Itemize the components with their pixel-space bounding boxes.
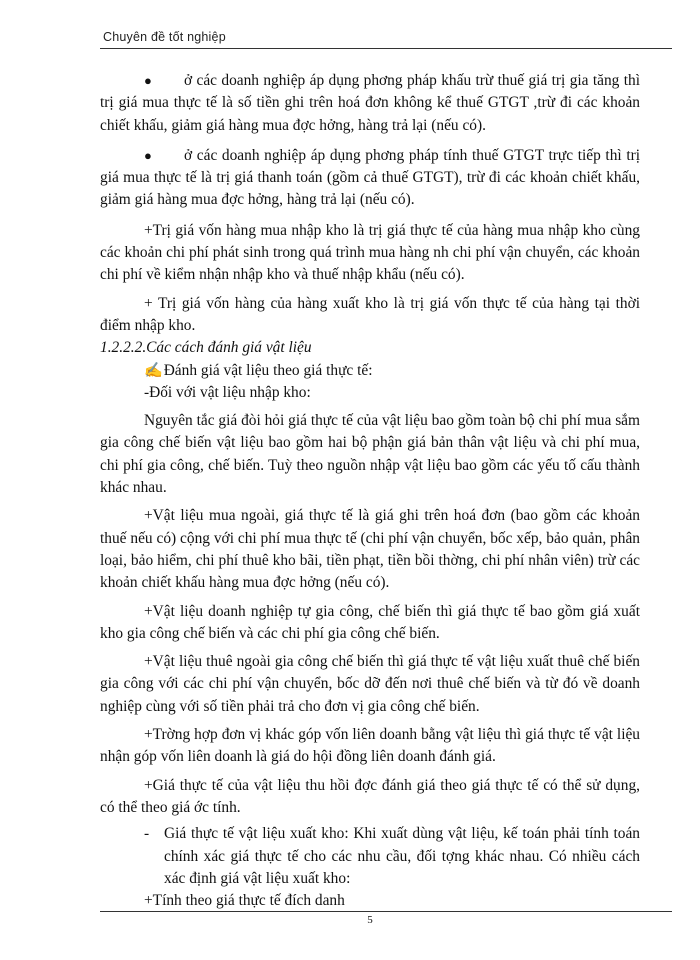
paragraph: Nguyên tắc giá đòi hỏi giá thực tế của vật liệu bao gồm toàn bộ chi phí mua sắm gia công chế biến vật liệu bao gồm hai bộ phận giá bản thân vật liệu và chi phí mua, chi phí gia công, chế biến. Tuỳ theo nguồn nhập vật liệu bao gồm các yếu tố cấu thành khác nhau.	[100, 412, 640, 497]
header-rule	[100, 48, 672, 49]
bullet-dot-icon: ●	[144, 147, 152, 163]
intro-line: -Đối với vật liệu nhập kho:	[144, 383, 311, 401]
paragraph: + Trị giá vốn hàng của hàng xuất kho là trị giá vốn thực tế của hàng tại thời điểm nhập kho.	[100, 294, 640, 334]
bullet-dot-icon: ●	[144, 73, 152, 88]
paragraph: +Vật liệu mua ngoài, giá thực tế là giá ghi trên hoá đơn (bao gồm các khoản thuế nếu có) cộng với chi phí mua thực tế (chi phí vận chuyển, bốc xếp, bảo quản, phân loại, bảo hiểm, chi phí thuê kho bãi, tiền phạt, tiền bồi thờng, chi phí nhân viên) trừ các khoản chiết khấu hàng mua đợc hởng (nếu có).	[100, 507, 640, 592]
paragraph: +Vật liệu doanh nghiệp tự gia công, chế biến thì giá thực tế bao gồm giá xuất kho gia công chế biến và các chi phí gia công chế biến.	[100, 602, 640, 642]
document-body	[100, 70, 640, 912]
footer-rule	[100, 911, 672, 912]
bullet-item: ● ở các doanh nghiệp áp dụng phơng pháp tính thuế GTGT trực tiếp thì trị giá mua thực tế là trị giá thanh toán (gồm cả thuế GTGT), trừ đi các khoản chiết khấu, giảm giá hàng mua đợc hởng, hàng trả lại (nếu có).	[100, 146, 640, 209]
paragraph: +Vật liệu thuê ngoài gia công chế biến thì giá thực tế vật liệu xuất thuê chế biến gia công với các chi phí vận chuyển, bốc dỡ đến nơi thuê chế biến và từ đó về doanh nghiệp cùng với số tiền phải trả cho đơn vị gia công chế biến.	[100, 653, 640, 715]
dash-marker: -	[144, 825, 150, 843]
paragraph: +Trờng hợp đơn vị khác góp vốn liên doanh bằng vật liệu thì giá thực tế vật liệu nhận góp vốn liên doanh là giá do hội đồng liên doanh đánh giá.	[100, 726, 640, 766]
subsection-title: ✍Đánh giá vật liệu theo giá thực tế:	[144, 361, 373, 379]
page-header: Chuyên đề tốt nghiệp	[103, 30, 226, 44]
last-line: +Tính theo giá thực tế đích danh	[144, 892, 345, 910]
writing-hand-icon: ✍	[144, 362, 163, 379]
bullet-item: ● ở các doanh nghiệp áp dụng phơng pháp khấu trừ thuế giá trị gia tăng thì trị giá mua thực tế là số tiền ghi trên hoá đơn không kể thuế GTGT ,trừ đi các khoản chiết khấu, giảm giá hàng mua đợc hởng, hàng trả lại (nếu có).	[100, 72, 640, 134]
paragraph: +Trị giá vốn hàng mua nhập kho là trị giá thực tế của hàng mua nhập kho cùng các khoản chi phí phát sinh trong quá trình mua hàng nh chi phí vận chuyển, các khoản chi phí về kiểm nhận nhập kho và thuế nhập khẩu (nếu có).	[100, 221, 640, 284]
dash-list-item: - Giá thực tế vật liệu xuất kho: Khi xuất dùng vật liệu, kế toán phải tính toán chính xác giá thực tế cho các nhu cầu, đối tợng khác nhau. Có nhiều cách xác định giá vật liệu xuất kho:	[144, 825, 640, 887]
section-heading: 1.2.2.2.Các cách đánh giá vật liệu	[100, 339, 312, 357]
page-number: 5	[367, 914, 373, 926]
paragraph: +Giá thực tế của vật liệu thu hồi đợc đánh giá theo giá thực tế có thể sử dụng, có thể theo giá ớc tính.	[100, 776, 640, 816]
